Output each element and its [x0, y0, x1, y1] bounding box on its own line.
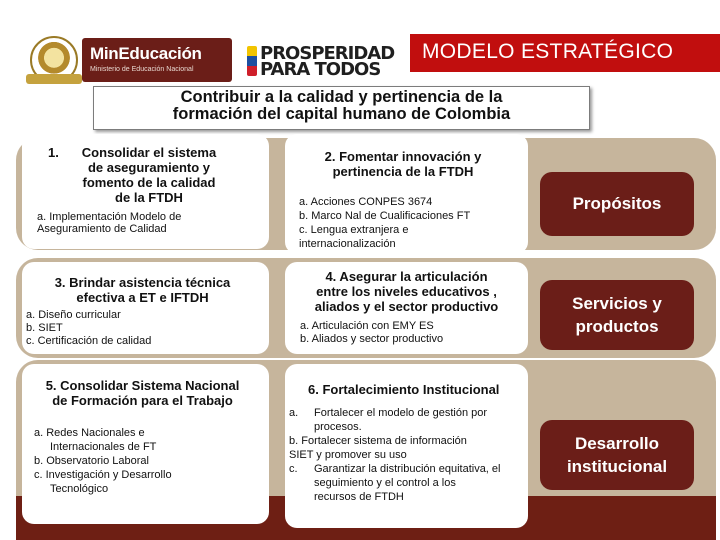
objective-3-items	[26, 309, 151, 347]
objective-5-item: c. Investigación y Desarrollo	[34, 469, 172, 481]
ministry-name: MinEducación	[90, 44, 202, 63]
slogan-line-1: PROSPERIDAD	[260, 43, 395, 64]
objective-1-title-line: fomento de la calidad	[82, 175, 216, 190]
page-title: MODELO ESTRATÉGICO	[422, 40, 674, 63]
objective-2-item: a. Acciones CONPES 3674	[299, 196, 433, 208]
category-servicios-line-1: Servicios y	[572, 294, 662, 313]
ministry-subtitle: Ministerio de Educación Nacional	[90, 66, 194, 73]
objective-1-number: 1.	[48, 145, 59, 160]
objective-6-item-c-row	[289, 463, 539, 475]
objective-6-item: procesos.	[314, 421, 362, 433]
objective-1-title-line: de aseguramiento y	[87, 160, 211, 175]
objective-1-item: a. Implementación Modelo de	[37, 211, 182, 223]
objective-4-title	[295, 269, 518, 314]
objective-1-items	[37, 211, 181, 235]
objective-6-item: seguimiento y el control a los	[314, 477, 456, 489]
objective-5-item: Tecnológico	[50, 483, 109, 495]
objective-5-item: b. Observatorio Laboral	[34, 455, 149, 467]
objective-5-item: a. Redes Nacionales e	[34, 427, 145, 439]
objective-2-item: b. Marco Nal de Cualificaciones FT	[299, 210, 471, 222]
mission-line-2: formación del capital humano de Colombia	[172, 105, 511, 123]
objective-3-item: c. Certificación de calidad	[26, 335, 152, 347]
objective-6-title: 6. Fortalecimiento Institucional	[308, 382, 500, 397]
objective-4-items	[300, 320, 443, 345]
objective-6-item: b. Fortalecer sistema de información	[289, 435, 467, 447]
category-desarrollo-line-1: Desarrollo	[574, 434, 660, 453]
objective-3-item: a. Diseño curricular	[26, 309, 121, 321]
objective-2-title-line: 2. Fomentar innovación y	[324, 149, 482, 164]
objective-5-title-line: 5. Consolidar Sistema Nacional	[45, 378, 240, 393]
category-propositos: Propósitos	[540, 172, 694, 236]
mission-line-1: Contribuir a la calidad y pertinencia de la	[180, 88, 503, 106]
objective-6-item: Fortalecer el modelo de gestión por	[314, 407, 488, 419]
mission-statement	[93, 89, 590, 123]
objective-4-title-line: entre los niveles educativos ,	[316, 284, 497, 299]
objective-3-title-line: 3. Brindar asistencia técnica	[54, 275, 231, 290]
objective-4-title-line: aliados y el sector productivo	[314, 299, 499, 314]
category-servicios-productos	[540, 280, 694, 350]
objective-4-title-line: 4. Asegurar la articulación	[325, 269, 488, 284]
category-desarrollo-institucional	[540, 420, 694, 490]
objective-6-items	[289, 407, 539, 503]
objective-2-items	[299, 196, 470, 250]
objective-5-title-line: de Formación para el Trabajo	[52, 393, 233, 408]
objective-3-item: b. SIET	[26, 322, 63, 334]
objective-2-item: internacionalización	[299, 238, 396, 250]
category-desarrollo-line-2: institucional	[566, 457, 668, 476]
flag-stripes-icon	[247, 46, 257, 76]
slogan-line-2: PARA TODOS	[260, 59, 381, 80]
objective-6-item: a.	[289, 407, 299, 419]
objective-3-title	[30, 275, 255, 305]
objective-4-item: b. Aliados y sector productivo	[300, 333, 444, 345]
objective-2-item: c. Lengua extranjera e	[299, 224, 409, 236]
objective-2-title	[298, 149, 508, 179]
objective-5-title	[30, 378, 255, 408]
objective-1-item: Aseguramiento de Calidad	[37, 223, 167, 235]
objective-1-title-line: Consolidar el sistema	[81, 145, 217, 160]
category-servicios-line-2: productos	[575, 317, 659, 336]
objective-2-title-line: pertinencia de la FTDH	[332, 164, 474, 179]
objective-1-title	[66, 145, 232, 205]
objective-3-title-line: efectiva a ET e IFTDH	[76, 290, 209, 305]
objective-6-item: recursos de FTDH	[314, 491, 404, 503]
objective-6-item: Garantizar la distribución equitativa, el	[314, 463, 501, 475]
objective-5-items	[34, 427, 172, 495]
objective-6-item: SIET y promover su uso	[289, 449, 407, 461]
objective-1-title-line: de la FTDH	[115, 190, 183, 205]
coat-of-arms-ribbon	[26, 74, 82, 84]
objective-5-item: Internacionales de FT	[50, 441, 157, 453]
objective-6-item: c.	[289, 463, 298, 475]
objective-4-item: a. Articulación con EMY ES	[300, 320, 434, 332]
